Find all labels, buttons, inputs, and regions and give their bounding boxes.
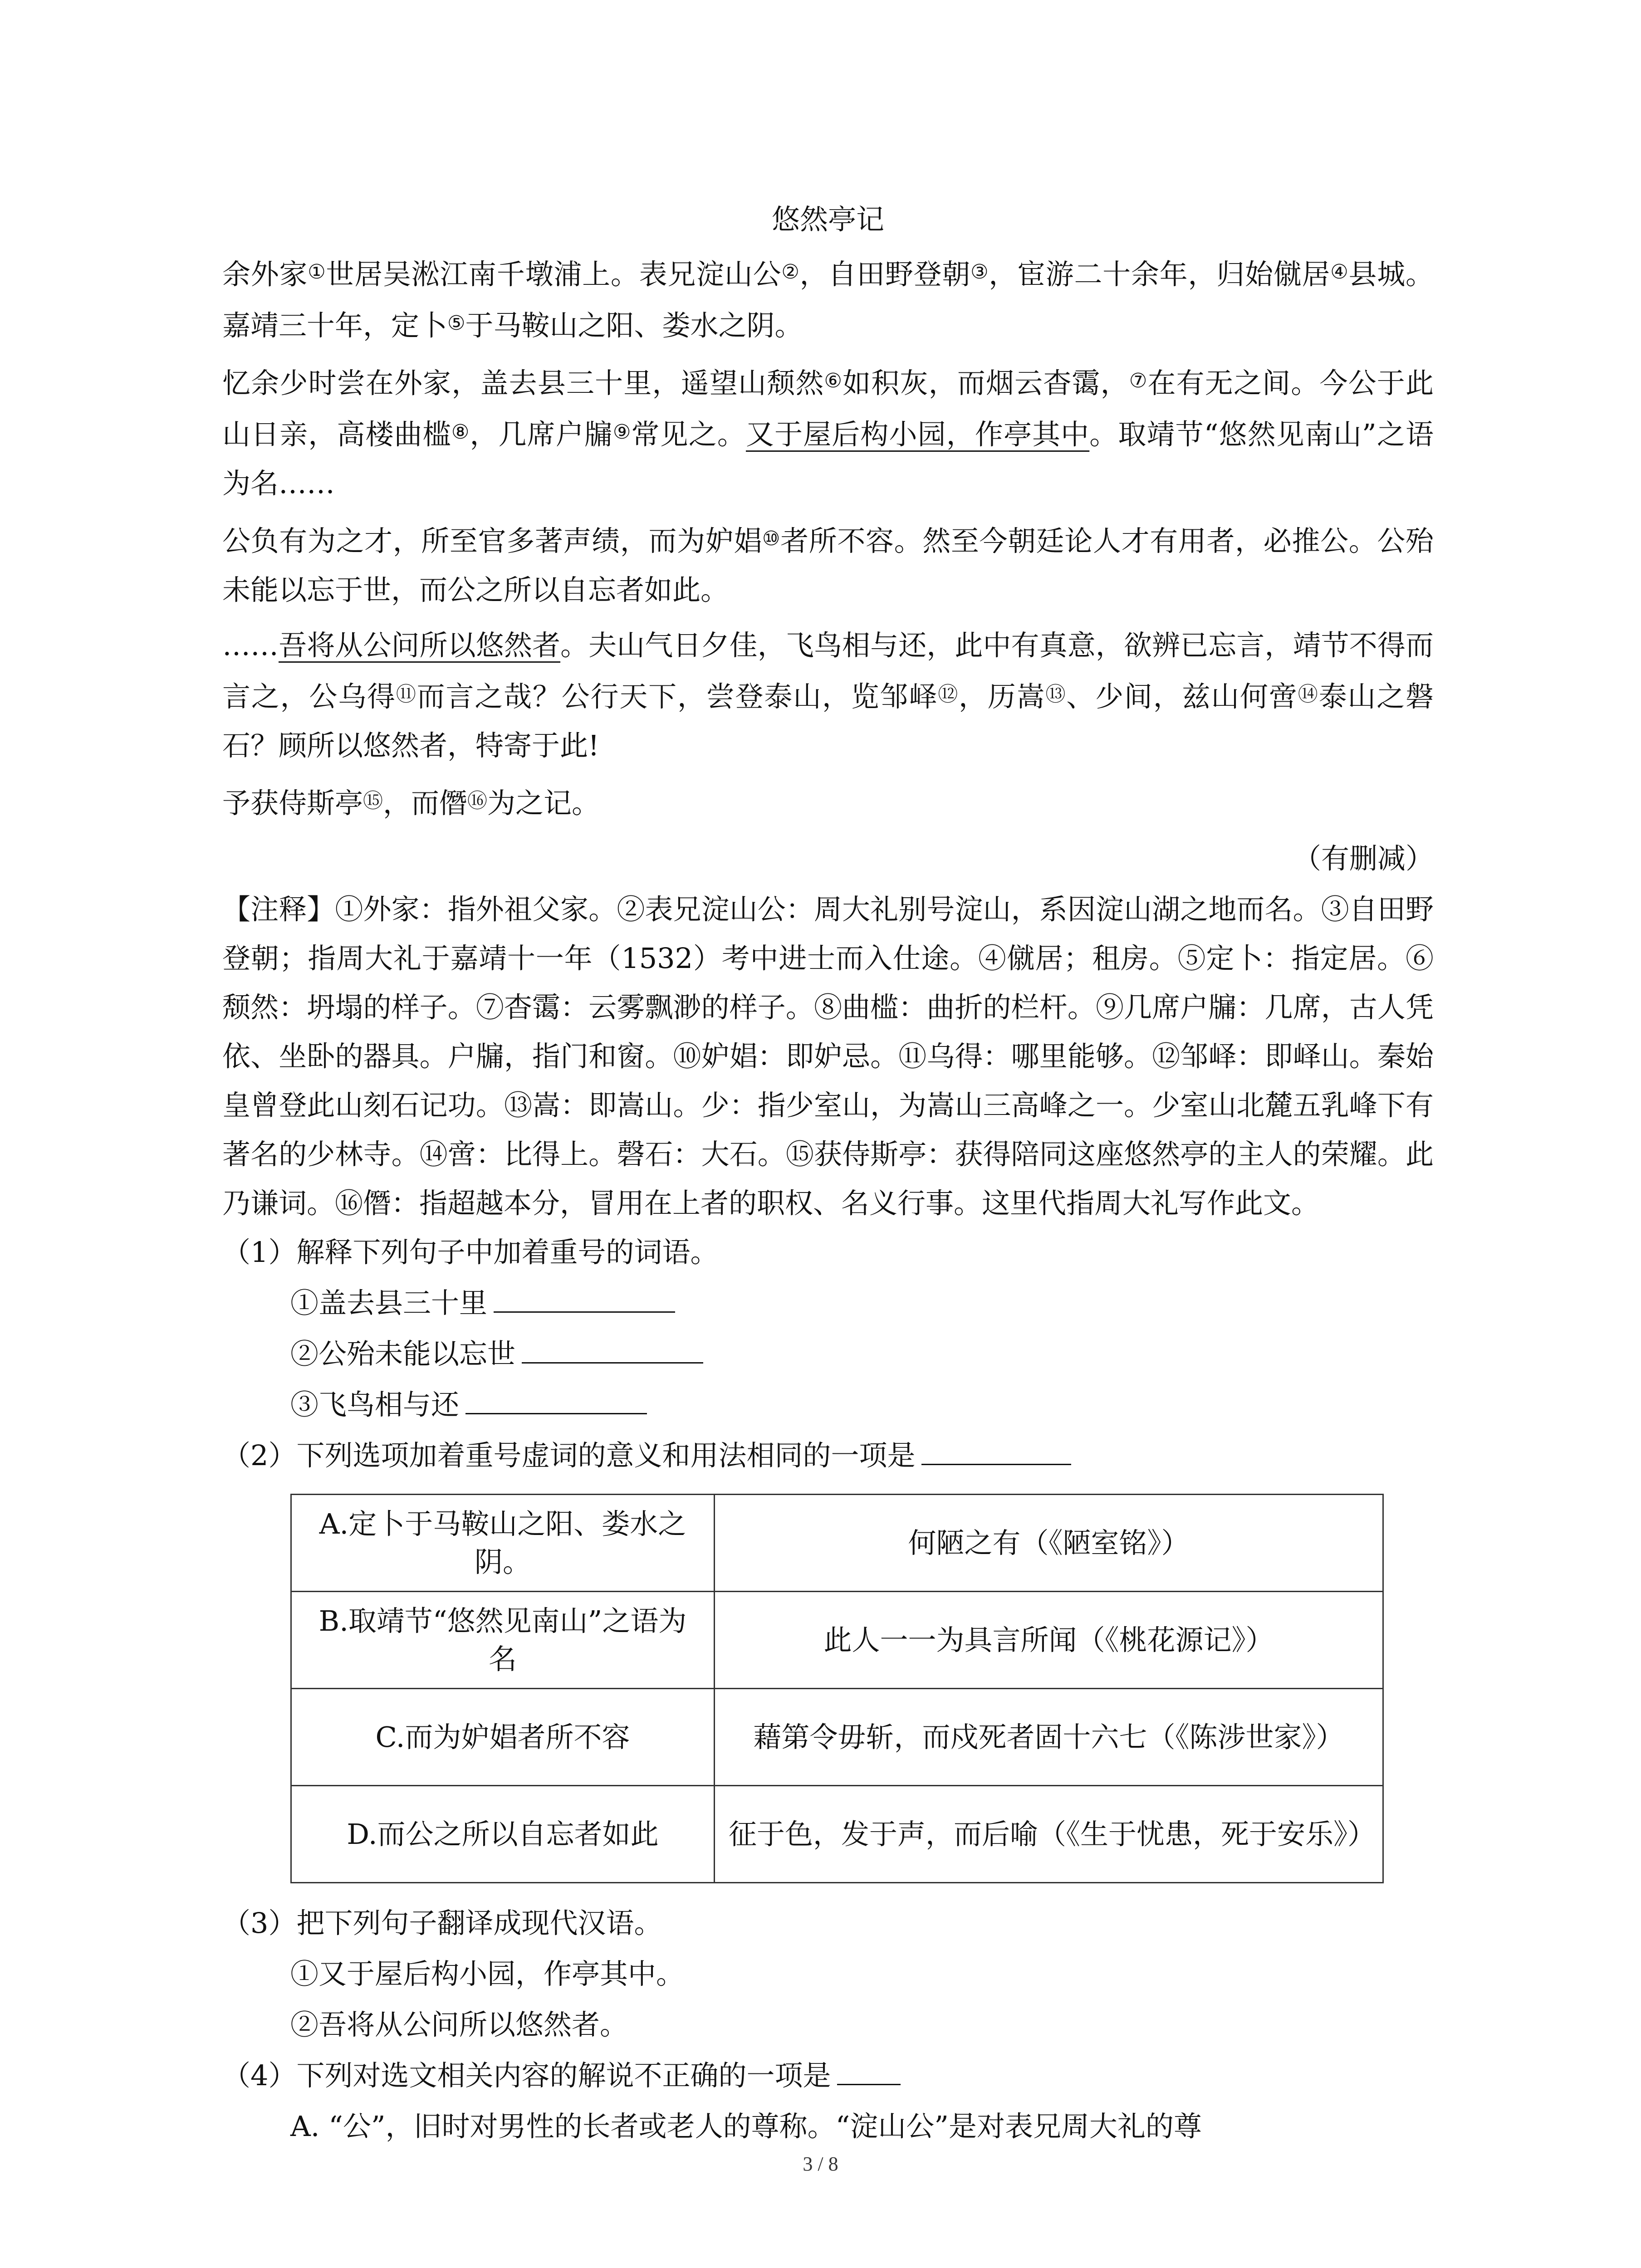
table-row bbox=[291, 1495, 1383, 1592]
answer-blank[interactable] bbox=[921, 1437, 1071, 1465]
item-text: ②公殆未能以忘世 bbox=[290, 1337, 516, 1370]
annotations: 【注释】①外家：指外祖父家。②表兄淀山公：周大礼别号淀山，系因淀山湖之地而名。③自田野登朝；指周大礼于嘉靖十一年（1532）考中进士而入仕途。④僦居；租房。⑤定卜：指定居。⑥颓然：坍塌的样子。⑦杳霭：云雾飘渺的样子。⑧曲槛：曲折的栏杆。⑨几席户牖：几席，古人凭依、坐卧的器具。户牖，指门和窗。⑩妒娼：即妒忌。⑪乌得：哪里能够。⑫邹峄：即峄山。秦始皇曾登此山刻石记功。⑬嵩：即嵩山。少：指少室山，为嵩山三高峰之一。少室山北麓五乳峰下有著名的少林寺。⑭啻：比得上。磬石：大石。⑮获侍斯亭：获得陪同这座悠然亭的主人的荣耀。此乃谦词。⑯僭：指超越本分，冒用在上者的职权、名义行事。这里代指周大礼写作此文。 bbox=[222, 893, 1434, 1220]
page-number: 3 / 8 bbox=[803, 2153, 838, 2175]
text-run: 常见之。 bbox=[631, 418, 746, 451]
passage-title: 悠然亭记 bbox=[771, 203, 884, 236]
question-1-item bbox=[222, 1330, 1434, 1378]
text-run: 、少间，兹山何啻 bbox=[1066, 680, 1298, 713]
text-run: ，历嵩 bbox=[959, 680, 1046, 713]
text-run: 如积灰，而烟云杳霭， bbox=[843, 367, 1129, 400]
note-marker: ⑪ bbox=[396, 683, 417, 706]
options-table bbox=[290, 1494, 1384, 1883]
option-left: D.而公之所以自忘者如此 bbox=[291, 1786, 715, 1883]
note-marker: ⑫ bbox=[938, 683, 959, 706]
answer-blank[interactable] bbox=[494, 1284, 675, 1313]
note-marker: ⑩ bbox=[762, 527, 781, 550]
question-1-stem: （1）解释下列句子中加着重号的词语。 bbox=[222, 1236, 719, 1269]
note-marker: ② bbox=[781, 260, 800, 284]
note-marker: ⑤ bbox=[447, 312, 465, 335]
passage-paragraph-4 bbox=[222, 621, 1434, 770]
note-marker: ⑭ bbox=[1298, 683, 1319, 706]
note-marker: ⑥ bbox=[824, 369, 843, 392]
text-run: 余外家 bbox=[222, 258, 308, 291]
table-row bbox=[291, 1592, 1383, 1689]
text-run: ，而僭 bbox=[383, 787, 468, 820]
text-run: 县城。嘉靖三十年，定卜 bbox=[222, 258, 1434, 342]
note-marker: ⑦ bbox=[1129, 369, 1148, 392]
question-4-option-a: A. “公”，旧时对男性的长者或老人的尊称。“淀山公”是对表兄周大礼的尊 bbox=[290, 2110, 1202, 2143]
text-run: 者所不容。然至今朝廷论人才有用者，必推公。公殆未能以忘于世，而公之所以自忘者如此。 bbox=[222, 524, 1434, 606]
answer-blank[interactable] bbox=[465, 1386, 647, 1414]
passage-paragraph-2 bbox=[222, 357, 1434, 508]
text-run: 予获侍斯亭 bbox=[222, 787, 363, 820]
option-left: A.定卜于马鞍山之阳、娄水之阴。 bbox=[291, 1495, 715, 1592]
text-run: 为之记。 bbox=[487, 787, 600, 820]
text-run: 忆余少时尝在外家，盖去县三十里，遥望山颓然 bbox=[222, 367, 824, 400]
text-run: 。取靖节“悠然见南山”之语为名…… bbox=[222, 418, 1434, 500]
text-run: 于马鞍山之阳、娄水之阴。 bbox=[465, 309, 803, 342]
note-marker: ④ bbox=[1330, 260, 1349, 284]
note-marker: ⑨ bbox=[612, 420, 632, 444]
passage-paragraph-5 bbox=[222, 777, 1434, 828]
text-run: 公负有为之才，所至官多著声绩，而为妒娼 bbox=[222, 524, 762, 557]
text-run: 世居吴淞江南千墩浦上。表兄淀山公 bbox=[326, 258, 782, 291]
text-run: ，自田野登朝 bbox=[799, 258, 971, 291]
text-run: 而言之哉？公行天下，尝登泰山，览邹峄 bbox=[416, 680, 938, 713]
text-run: 在有无之间。今公于此山日亲，高楼曲槛 bbox=[222, 367, 1434, 451]
text-run: ，几席户牖 bbox=[470, 418, 613, 451]
underlined-sentence: 吾将从公问所以悠然者 bbox=[279, 629, 561, 662]
document-page bbox=[222, 195, 1434, 2153]
question-1-item bbox=[222, 1279, 1434, 1328]
question-2-stem bbox=[222, 1431, 1434, 1480]
question-3-item: ①又于屋后构小园，作亭其中。 bbox=[290, 1957, 685, 1990]
note-marker: ① bbox=[308, 260, 326, 284]
stem-text: （4）下列对选文相关内容的解说不正确的一项是 bbox=[222, 2059, 831, 2092]
option-left: B.取靖节“悠然见南山”之语为名 bbox=[291, 1592, 715, 1689]
option-left: C.而为妒娼者所不容 bbox=[291, 1689, 715, 1786]
question-3-item: ②吾将从公问所以悠然者。 bbox=[290, 2008, 628, 2041]
text-run: ，宦游二十余年，归始僦居 bbox=[989, 258, 1331, 291]
table-row bbox=[291, 1786, 1383, 1883]
question-3-stem: （3）把下列句子翻译成现代汉语。 bbox=[222, 1906, 662, 1940]
option-right: 藉第令毋斩，而戍死者固十六七（《陈涉世家》） bbox=[715, 1689, 1383, 1786]
passage-paragraph-1 bbox=[222, 248, 1434, 350]
note-marker: ⑧ bbox=[451, 420, 470, 444]
text-run: …… bbox=[222, 629, 279, 662]
option-right: 征于色，发于声，而后喻（《生于忧患，死于安乐》） bbox=[715, 1786, 1383, 1883]
source-note: （有删减） bbox=[1293, 842, 1434, 875]
answer-blank[interactable] bbox=[837, 2057, 901, 2085]
note-marker: ⑮ bbox=[363, 789, 383, 812]
note-marker: ⑯ bbox=[467, 789, 488, 812]
option-right: 此人一一为具言所闻（《桃花源记》） bbox=[715, 1592, 1383, 1689]
passage-paragraph-3 bbox=[222, 514, 1434, 615]
note-marker: ⑬ bbox=[1045, 683, 1067, 706]
item-text: ③飞鸟相与还 bbox=[290, 1388, 460, 1421]
option-right: 何陋之有（《陋室铭》） bbox=[715, 1495, 1383, 1592]
answer-blank[interactable] bbox=[522, 1335, 703, 1364]
question-1-item bbox=[222, 1380, 1434, 1429]
table-row bbox=[291, 1689, 1383, 1786]
question-4-stem bbox=[222, 2051, 1434, 2100]
text-run: 。夫山气日夕佳，飞鸟相与还，此中有真意，欲辨已忘言，靖节不得而言之，公乌得 bbox=[222, 629, 1434, 713]
note-marker: ③ bbox=[970, 260, 989, 284]
stem-text: （2）下列选项加着重号虚词的意义和用法相同的一项是 bbox=[222, 1439, 916, 1472]
underlined-sentence: 又于屋后构小园，作亭其中 bbox=[745, 418, 1090, 451]
item-text: ①盖去县三十里 bbox=[290, 1286, 488, 1320]
text-run: 泰山之磐石？顾所以悠然者，特寄于此! bbox=[222, 680, 1434, 762]
